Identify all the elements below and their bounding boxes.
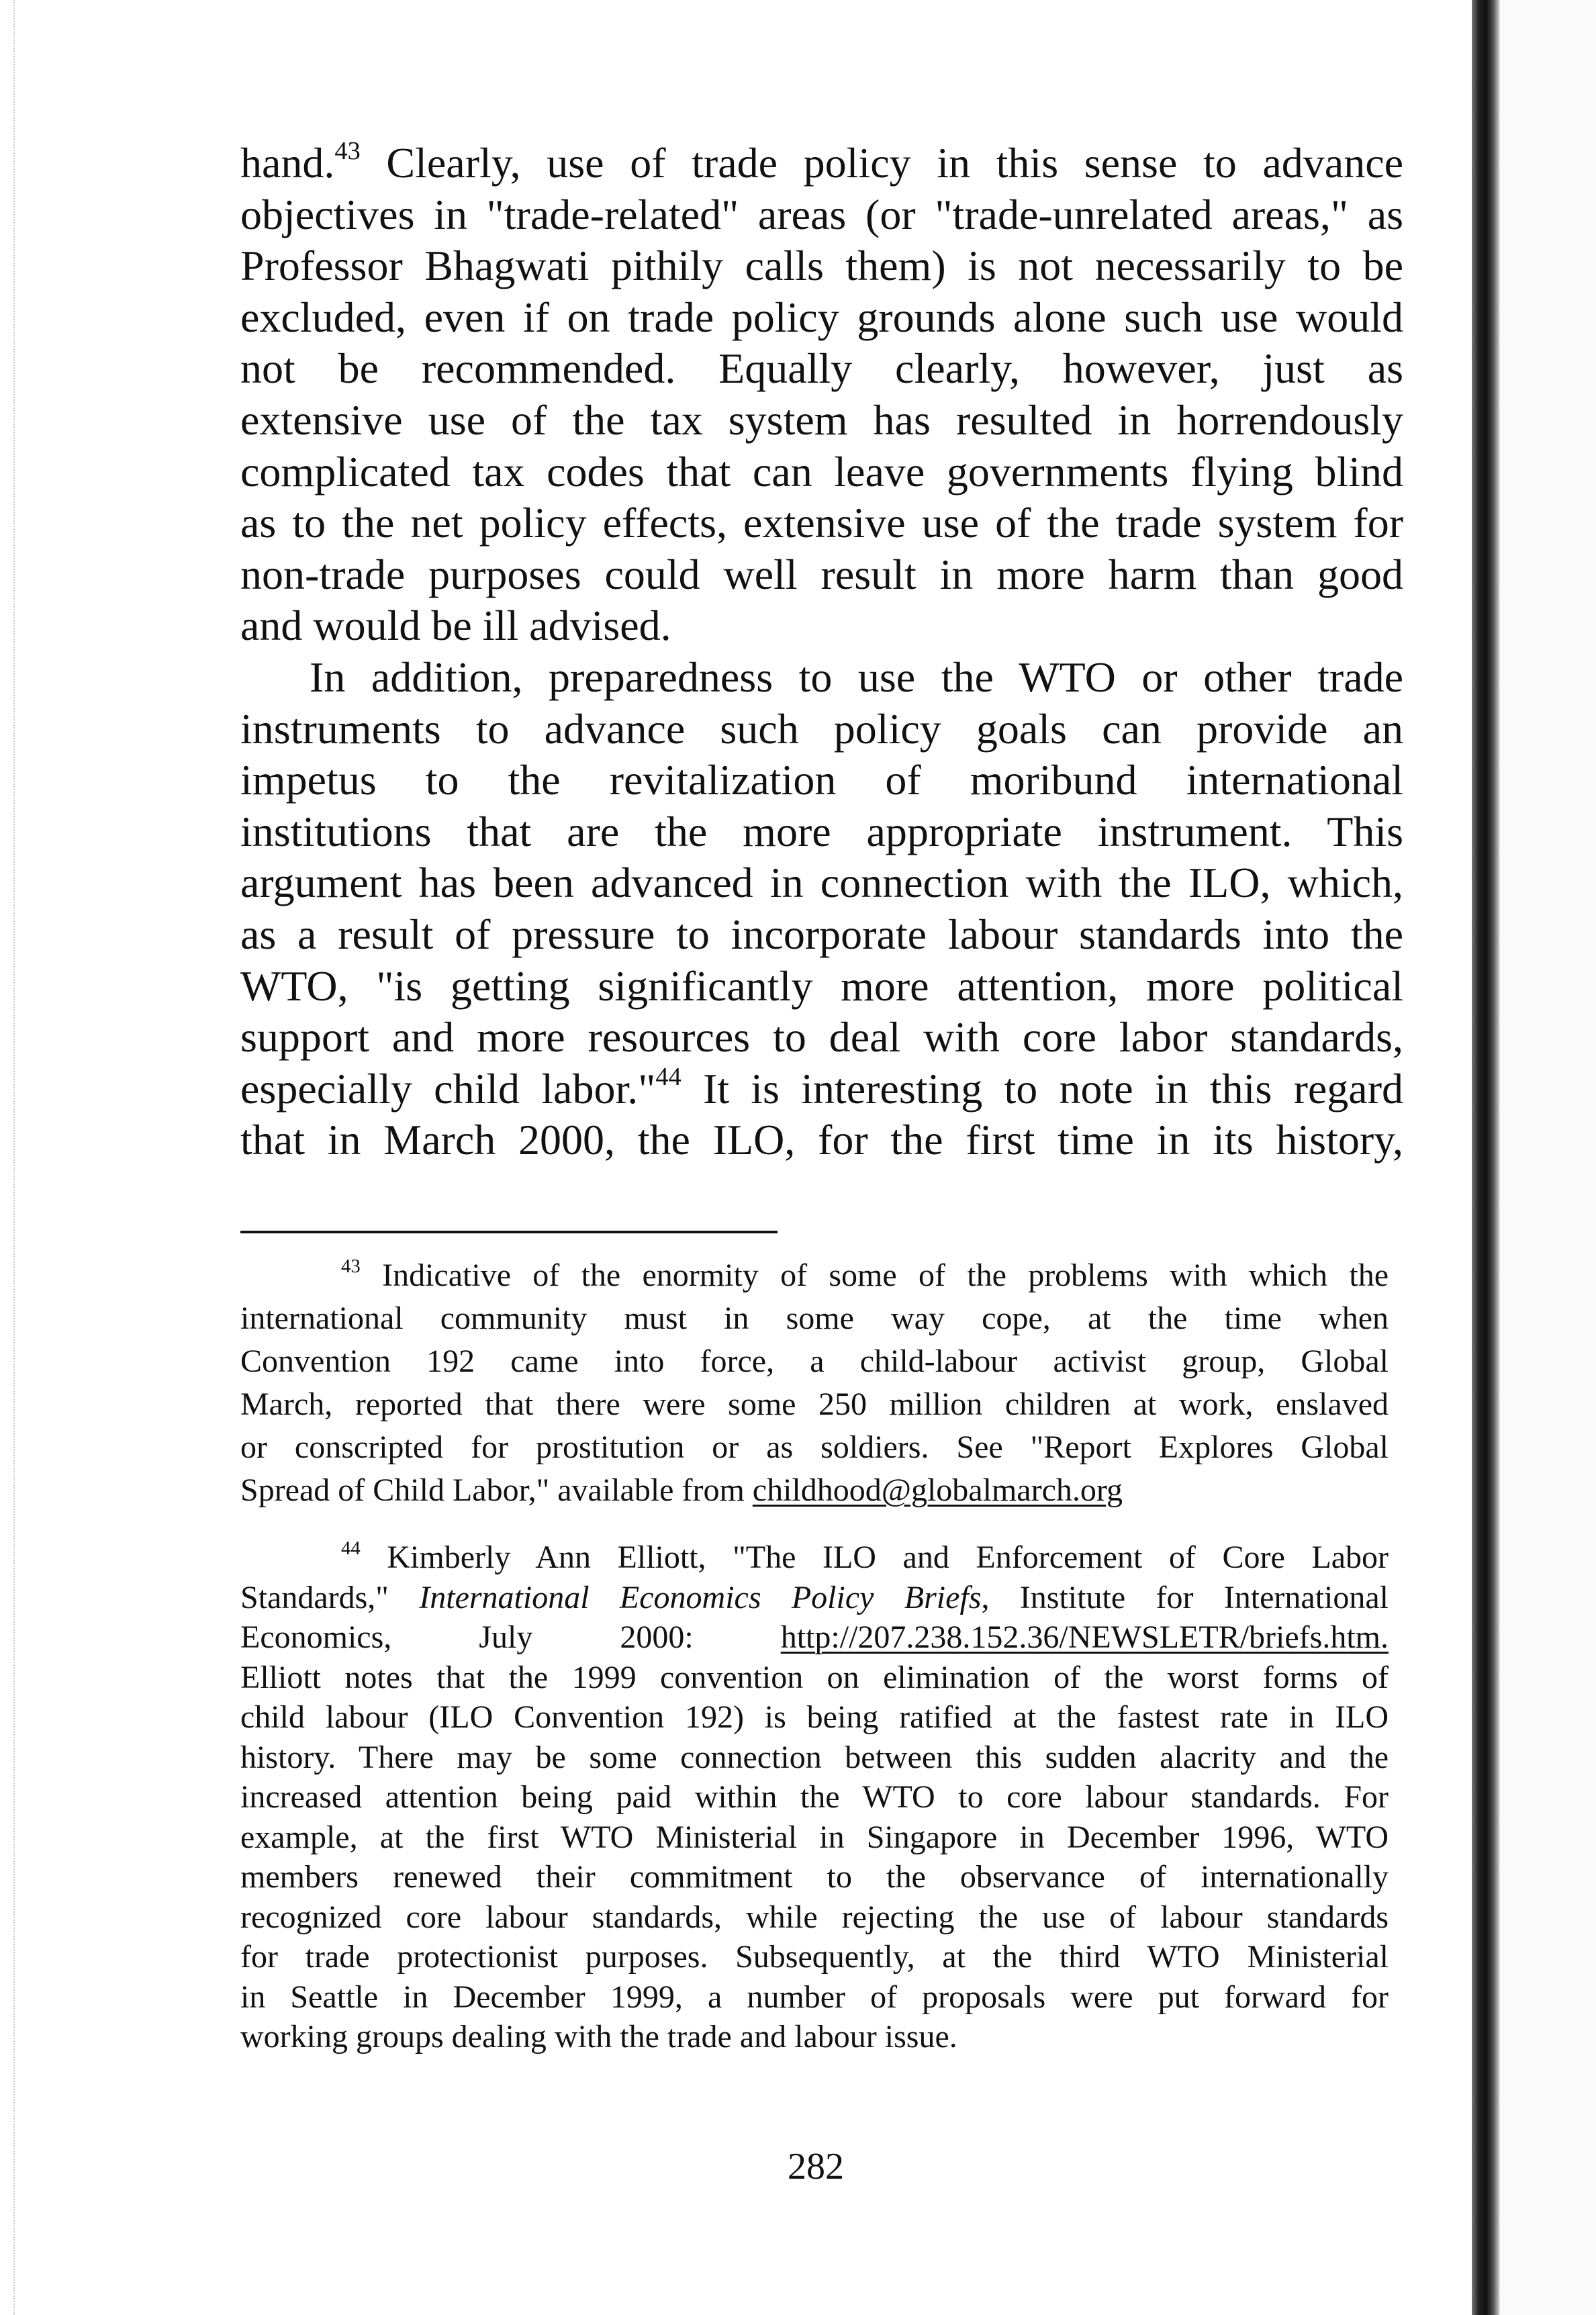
text-segment: Indicative of the enormity of some of the problems with which the — [360, 1258, 1389, 1293]
text-segment: especially child labor." — [240, 1064, 656, 1113]
body-line: excluded, even if on trade policy grounds alone such use would — [240, 293, 1403, 341]
scan-margin — [1499, 0, 1596, 2315]
footnote-line: members renewed their commitment to the observance of internationally — [240, 1859, 1389, 1895]
body-line: Professor Bhagwati pithily calls them) is not necessarily to be — [240, 242, 1403, 290]
text-segment: Kimberly Ann Elliott, "The ILO and Enforcement of Core Labor — [360, 1540, 1389, 1575]
footnote-line: international community must in some way cope, at the time when — [240, 1301, 1389, 1336]
footnote-line: March, reported that there were some 250 million children at work, enslaved — [240, 1386, 1389, 1422]
footnote-reference: 44 — [341, 1537, 361, 1559]
body-line: that in March 2000, the ILO, for the first time in its history, — [240, 1116, 1403, 1164]
footnote-line — [240, 1469, 1389, 1512]
text-segment: It is interesting to note in this regard — [681, 1064, 1404, 1113]
body-line: instruments to advance such policy goals can provide an — [240, 704, 1403, 753]
text-segment: Spread of Child Labor," available from — [240, 1472, 753, 1508]
scan-left-edge — [13, 0, 15, 2315]
footnote-line — [240, 1538, 1389, 1578]
body-line — [240, 138, 1403, 189]
text-segment: hand. — [240, 139, 335, 187]
text-segment: Clearly, use of trade policy in this sense to advance — [360, 139, 1403, 187]
body-line: not be recommended. Equally clearly, however, just as — [240, 344, 1403, 393]
book-binding-edge — [1472, 0, 1499, 2315]
footnote-reference: 43 — [341, 1255, 361, 1277]
text-segment: Standards," — [240, 1579, 420, 1615]
footnote-separator — [240, 1231, 778, 1233]
footnote-43 — [240, 1254, 1389, 1512]
footnote-line — [240, 1617, 1389, 1658]
footnote-line: Elliott notes that the 1999 convention on elimination of the worst forms of — [240, 1659, 1389, 1695]
footnote-line: in Seattle in December 1999, a number of proposals were put forward for — [240, 1979, 1389, 2015]
text-segment: , Institute for International — [981, 1579, 1389, 1615]
body-line: impetus to the revitalization of moribund international — [240, 756, 1403, 804]
body-line: In addition, preparedness to use the WTO or other trade — [310, 653, 1403, 701]
body-line: support and more resources to deal with core labor standards, — [240, 1013, 1403, 1061]
footnote-line — [240, 1254, 1389, 1297]
footnote-line: recognized core labour standards, while rejecting the use of labour standards — [240, 1899, 1389, 1935]
footnote-line — [240, 1578, 1389, 1618]
body-line: complicated tax codes that can leave governments flying blind — [240, 447, 1403, 495]
page-number: 282 — [788, 2146, 844, 2187]
body-line: non-trade purposes could well result in more harm than good — [240, 550, 1403, 598]
text-segment: Economics, July 2000: — [240, 1619, 781, 1655]
body-text — [240, 138, 1403, 1166]
footnote-line: Convention 192 came into force, a child-labour activist group, Global — [240, 1343, 1389, 1379]
footnote-line: increased attention being paid within the WTO to core labour standards. For — [240, 1779, 1389, 1815]
body-line: institutions that are the more appropriate instrument. This — [240, 807, 1403, 855]
footnote-44 — [240, 1538, 1389, 2057]
link-text[interactable]: http://207.238.152.36/NEWSLETR/briefs.htm. — [780, 1619, 1389, 1655]
body-line: argument has been advanced in connection with the ILO, which, — [240, 859, 1403, 907]
body-line: WTO, "is getting significantly more attention, more political — [240, 961, 1403, 1010]
body-line — [240, 1064, 1403, 1115]
footnote-line: or conscripted for prostitution or as soldiers. See "Report Explores Global — [240, 1429, 1389, 1465]
body-line: as a result of pressure to incorporate labour standards into the — [240, 910, 1403, 958]
footnote-reference: 44 — [655, 1062, 682, 1091]
footnote-reference: 43 — [334, 137, 361, 166]
footnote-line: working groups dealing with the trade and labour issue. — [240, 2019, 957, 2054]
footnote-line: for trade protectionist purposes. Subsequently, at the third WTO Ministerial — [240, 1939, 1389, 1975]
body-line: as to the net policy effects, extensive use of the trade system for — [240, 499, 1403, 547]
body-line: and would be ill advised. — [240, 602, 671, 650]
link-text[interactable]: childhood@globalmarch.org — [752, 1472, 1123, 1508]
footnote-line: history. There may be some connection between this sudden alacrity and the — [240, 1739, 1389, 1775]
body-line: objectives in "trade-related" areas (or "trade-unrelated areas," as — [240, 190, 1403, 238]
italic-title: International Economics Policy Briefs — [419, 1579, 982, 1615]
footnote-line: example, at the first WTO Ministerial in Singapore in December 1996, WTO — [240, 1819, 1389, 1855]
footnote-line: child labour (ILO Convention 192) is being ratified at the fastest rate in ILO — [240, 1699, 1389, 1735]
body-line: extensive use of the tax system has resulted in horrendously — [240, 395, 1403, 444]
